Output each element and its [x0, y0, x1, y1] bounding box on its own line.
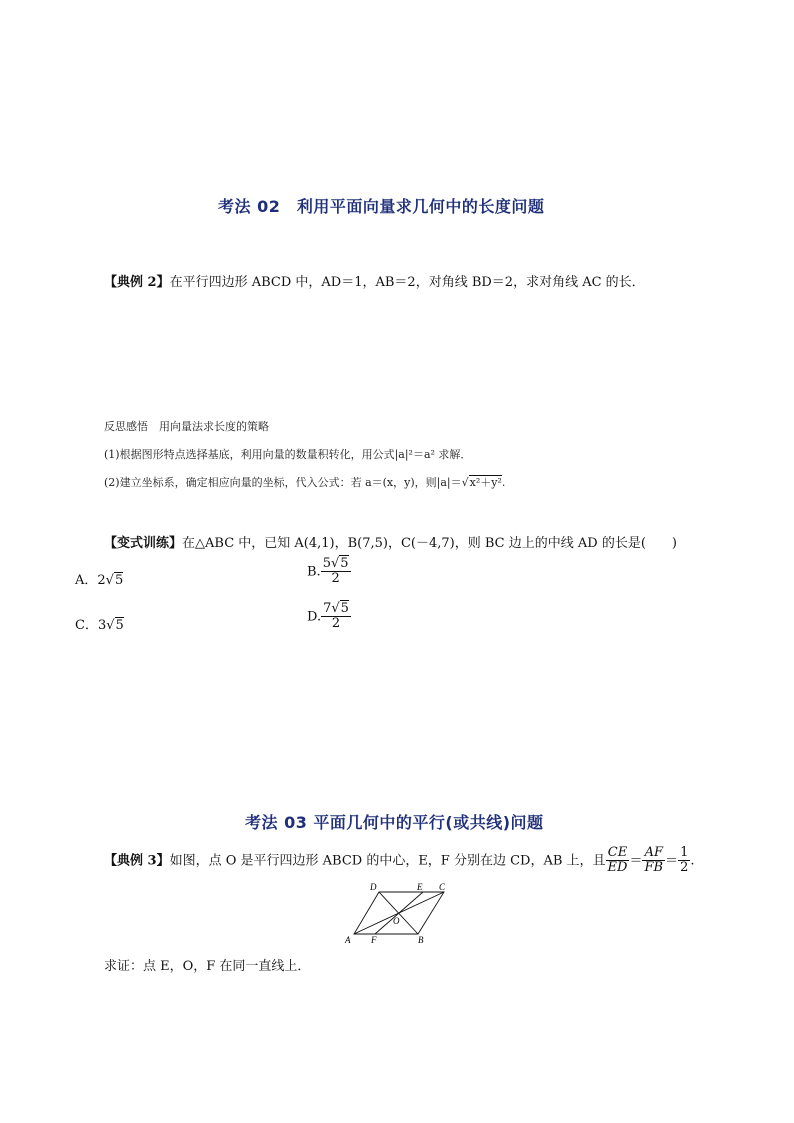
fraction-half-numerator: 1 [680, 845, 689, 860]
option-c[interactable] [75, 614, 124, 633]
segment-ef [375, 892, 423, 934]
option-a[interactable] [75, 569, 123, 588]
option-b[interactable] [307, 557, 351, 587]
reflection-item-2-suffix: . [501, 476, 506, 489]
section-title-03: 考法 03 平面几何中的平行(或共线)问题 [245, 813, 544, 832]
period: . [690, 853, 695, 869]
fraction-half-denominator: 2 [680, 860, 689, 876]
fraction-one-half [678, 846, 690, 876]
option-b-coef: 5 [322, 556, 331, 571]
equals-sign: ＝ [665, 853, 679, 869]
option-b-fraction [321, 557, 351, 587]
label-b: B [418, 935, 424, 945]
label-e: E [417, 882, 423, 892]
option-a-label: A．2 [75, 573, 106, 588]
option-d-denominator: 2 [331, 616, 341, 632]
option-d-label: D. [307, 609, 322, 625]
reflection-title: 反思感悟 用向量法求长度的策略 [104, 420, 269, 433]
section-title-02: 考法 02 利用平面向量求几何中的长度问题 [218, 197, 545, 216]
fraction-ed-denominator: ED [607, 860, 628, 876]
example-3 [104, 846, 695, 876]
reflection-radicand: x²＋y² [469, 476, 502, 489]
sqrt-symbol: √ [330, 556, 340, 571]
option-a-radicand: 5 [114, 573, 124, 588]
label-c: C [439, 882, 446, 892]
reflection-item-1: (1)根据图形特点选择基底，利用向量的数量积转化，用公式|a|²＝a² 求解． [104, 448, 472, 461]
option-d[interactable] [307, 602, 351, 632]
fraction-ce-ed [606, 846, 630, 876]
example-3-label: 【典例 3】 [104, 853, 170, 869]
exercise-question [104, 532, 677, 551]
option-c-radicand: 5 [115, 618, 124, 633]
reflection-item-2-prefix: (2)建立坐标系，确定相应向量的坐标，代入公式：若 a＝(x，y)，则|a|＝ [104, 476, 462, 489]
sqrt-symbol: √ [461, 476, 469, 489]
fraction-af-numerator: AF [642, 846, 665, 861]
example-3-text: 如图，点 O 是平行四边形 ABCD 的中心，E，F 分别在边 CD，AB 上，且 [169, 853, 606, 869]
exercise-text: 在△ABC 中，已知 A(4,1)，B(7,5)，C(－4,7)，则 BC 边上的中线 AD 的长是( ) [182, 536, 677, 551]
example-2 [104, 271, 645, 290]
option-b-radicand: 5 [340, 556, 349, 571]
label-f: F [371, 935, 377, 945]
label-o: O [393, 916, 400, 926]
label-a: A [345, 935, 351, 945]
option-d-coef: 7 [323, 601, 332, 616]
prove-statement: 求证：点 E，O，F 在同一直线上． [104, 959, 311, 974]
equals-sign: ＝ [629, 853, 643, 869]
sqrt-symbol: √ [106, 618, 115, 633]
option-d-radicand: 5 [340, 601, 349, 616]
option-b-denominator: 2 [331, 571, 340, 587]
sqrt-symbol: √ [331, 601, 340, 616]
fraction-af-fb [642, 846, 665, 876]
exercise-label: 【变式训练】 [104, 536, 183, 551]
fraction-ce-numerator: CE [606, 846, 630, 861]
option-c-label: C．3 [75, 618, 107, 633]
label-d: D [370, 882, 377, 892]
parallelogram-figure [342, 882, 454, 946]
example-2-label: 【典例 2】 [104, 275, 170, 290]
example-2-text: 在平行四边形 ABCD 中，AD＝1，AB＝2，对角线 BD＝2，求对角线 AC 的长． [169, 275, 645, 290]
option-b-label: B. [307, 564, 321, 580]
sqrt-symbol: √ [105, 573, 114, 588]
reflection-item-2 [104, 474, 505, 490]
option-d-fraction [321, 602, 351, 632]
fraction-fb-denominator: FB [644, 860, 664, 876]
